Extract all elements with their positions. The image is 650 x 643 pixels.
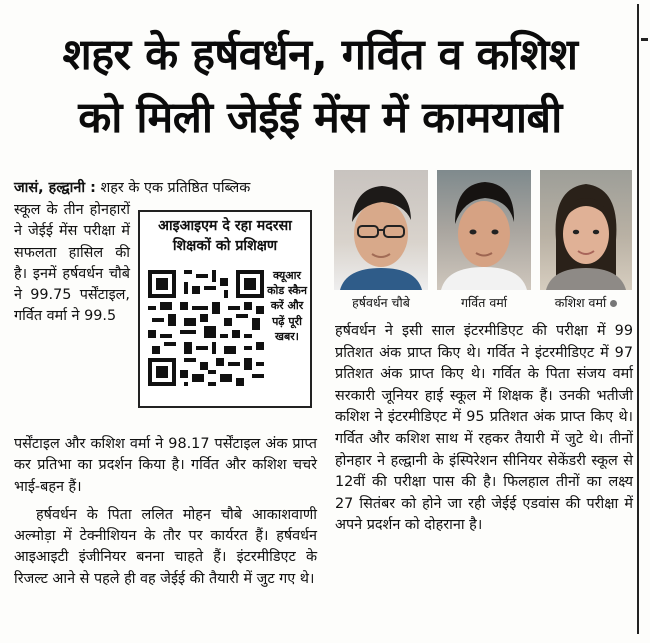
column-rule [637, 4, 639, 634]
left-column-body [14, 434, 317, 597]
portrait-photo-kashish [540, 170, 632, 290]
bullet-dot-icon [610, 300, 617, 307]
dateline: जासं, हल्द्वानी : [14, 180, 96, 196]
headline [10, 24, 630, 150]
lead-narrow-text: स्कूल के तीन होनहारों ने जेईई मेंस परीक्षा में सफलता हासिल की है। इनमें हर्षवर्धन चौबे ने 99.75 पर्सेंटाइल, गर्वित वर्मा ने 99.5 [14, 202, 130, 325]
photo-caption-3 [536, 295, 636, 311]
photo-caption-1: हर्षवर्धन चौबे [352, 295, 410, 310]
qr-code-icon[interactable] [148, 270, 264, 386]
person-photo-icon [437, 170, 531, 290]
left-paragraph-1: पर्सेंटाइल और कशिश वर्मा ने 98.17 पर्सेंटाइल अंक प्राप्त कर प्रतिभा का प्रदर्शन किया है। गर्वित और कशिश चचरे भाई-बहन हैं। [14, 436, 317, 495]
promo-title: आइआइएम दे रहा मदरसा शिक्षकों को प्रशिक्षण [158, 218, 292, 254]
headline-line-1: शहर के हर्षवर्धन, गर्वित व कशिश [62, 30, 578, 80]
promo-cta: क्यूआर कोड स्कैन करें और पढ़ें पूरी खबर। [267, 269, 307, 343]
rule-tick [641, 38, 648, 41]
right-column-body: हर्षवर्धन ने इसी साल इंटरमीडिएट की परीक्षा में 99 प्रतिशत अंक प्राप्त किए थे। गर्वित ने इंटरमीडिएट में 97 प्रतिशत अंक प्राप्त किए थे। गर्वित के पिता संजय वर्मा सरकारी जूनियर हाई स्कूल में शिक्षक हैं। उनकी भतीजी कशिश ने इंटरमीडिएट में 95 प्रतिशत अंक प्राप्त किए थे। गर्वित और कशिश साथ में रहकर तैयारी में जुटे थे। तीनों होनहार ने हल्द्वानी के इंस्पिरेशन सीनियर सेकेंडरी स्कूल से 12वीं की परीक्षा पास की है। फिलहाल तीनों का लक्ष्य 27 सितंबर को होने जा रही जेईई एडवांस की परीक्षा में अपने प्रदर्शन को दोहराना है। [335, 323, 633, 534]
lead-inline-text: शहर के एक प्रतिष्ठित पब्लिक [100, 180, 251, 196]
photo-caption-3-text: कशिश वर्मा [554, 295, 607, 310]
lead-line [14, 178, 319, 199]
person-photo-icon [540, 170, 632, 290]
portrait-photo-harshvardhan [334, 170, 428, 290]
left-paragraph-2: हर्षवर्धन के पिता ललित मोहन चौबे आकाशवाणी अल्मोड़ा में टेक्नीशियन के तौर पर कार्यरत हैं। हर्षवर्धन आइआइटी इंजीनियर बनना चाहते हैं। इंटरमीडिएट के रिजल्ट आने से पहले ही वह जेईई की तैयारी में जुट गए थे। [14, 506, 317, 587]
person-photo-icon [334, 170, 428, 290]
photo-caption-2: गर्वित वर्मा [461, 295, 507, 310]
headline-line-2: को मिली जेईई मेंस में कामयाबी [78, 93, 562, 143]
portrait-photo-garvit [437, 170, 531, 290]
qr-promo-box[interactable] [138, 210, 312, 408]
